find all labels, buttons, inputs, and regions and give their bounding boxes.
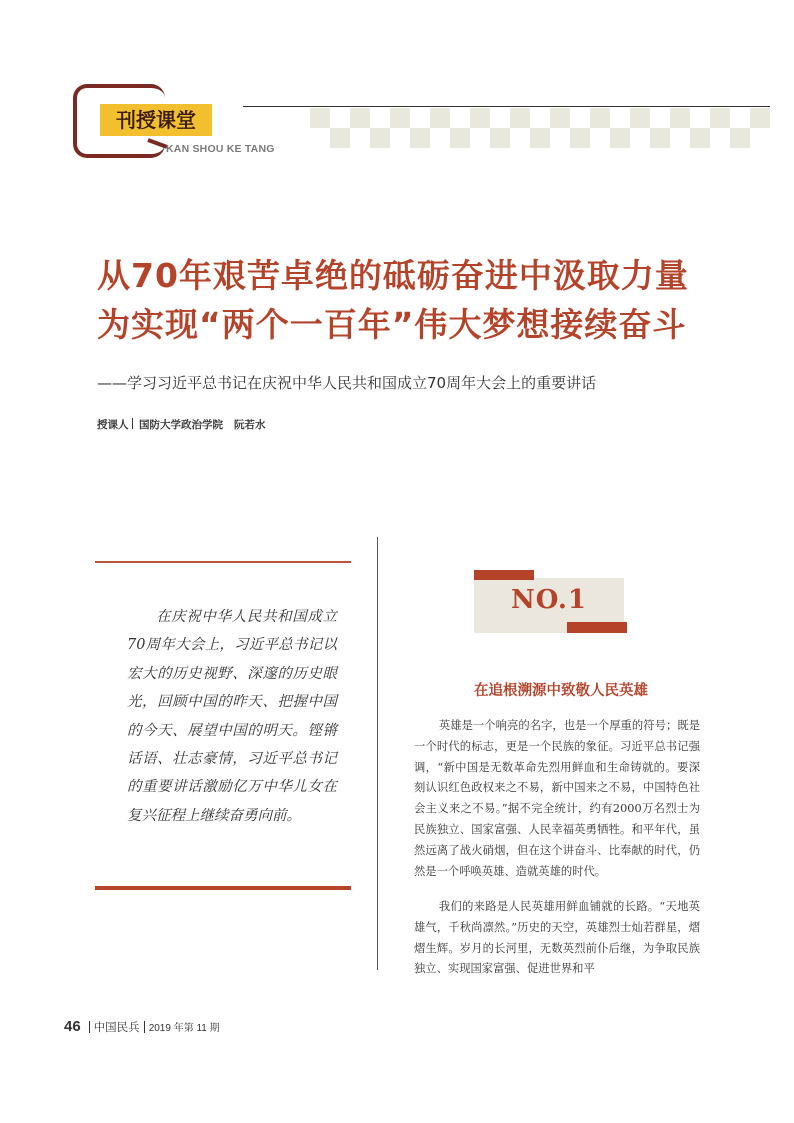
checker-square	[310, 108, 330, 128]
section-number: NO.1	[510, 585, 588, 615]
checker-square	[630, 108, 650, 128]
issue-label: 2019 年第 11 期	[148, 1023, 220, 1034]
article-subtitle: ——学习习近平总书记在庆祝中华人民共和国成立70周年大会上的重要讲话	[97, 374, 597, 392]
article-title-line1: 从70年艰苦卓绝的砥砺奋进中汲取力量	[97, 256, 689, 295]
checker-square	[530, 128, 550, 148]
author-org: 国防大学政治学院	[139, 419, 223, 431]
checker-square	[750, 108, 770, 128]
lead-paragraph: 在庆祝中华人民共和国成立70周年大会上，习近平总书记以宏大的历史视野、深邃的历史眼光，回顾中国的昨天、把握中国的今天、展望中国的明天。铿锵话语、壮志豪情，习近平总书记的重要讲话激励亿万中华儿女在复兴征程上继续奋勇向前。	[127, 609, 337, 824]
checker-square	[410, 128, 430, 148]
author-name: 阮若水	[233, 419, 266, 431]
lead-bottom-rule	[95, 886, 351, 890]
checker-square	[710, 108, 730, 128]
section-number-bar-bottom	[567, 622, 627, 633]
checker-square	[390, 108, 410, 128]
checker-square	[590, 108, 610, 128]
body-paragraph-2: 我们的来路是人民英雄用鲜血铺就的长路。“天地英雄气，千秋尚凛然。”历史的天空，英雄烈士灿若群星，熠熠生辉。岁月的长河里，无数英烈前仆后继，为争取民族独立、实现国家富强、促进世界和平	[414, 900, 700, 976]
checker-square	[370, 128, 390, 148]
article-title-line2: 为实现“两个一百年”伟大梦想接续奋斗	[97, 305, 687, 344]
page-number: 46	[64, 1018, 81, 1035]
body-paragraph-1: 英雄是一个响亮的名字，也是一个厚重的符号；既是一个时代的标志，更是一个民族的象征。习近平总书记强调，“新中国是无数革命先烈用鲜血和生命铸就的。要深刻认识红色政权来之不易，新中国来之不易，中国特色社会主义来之不易。”据不完全统计，约有2000万名烈士为民族独立、国家富强、人民幸福英勇牺牲。和平年代，虽然远离了战火硝烟，但在这个讲奋斗、比奉献的时代，仍然是一个呼唤英雄、造就英雄的时代。	[414, 719, 700, 878]
checker-square	[550, 108, 570, 128]
publication-name: 中国民兵	[93, 1020, 140, 1034]
section-heading: 在追根溯源中致敬人民英雄	[474, 682, 648, 699]
section-title-en: KAN SHOU KE TANG	[166, 143, 275, 155]
checker-square	[350, 108, 370, 128]
checker-square	[570, 128, 590, 148]
checker-square	[650, 128, 670, 148]
checker-square	[450, 128, 470, 148]
checker-square	[490, 128, 510, 148]
checker-square	[610, 128, 630, 148]
checker-square	[670, 108, 690, 128]
author-line	[97, 417, 265, 432]
author-separator	[132, 418, 134, 429]
checker-square	[510, 108, 530, 128]
footer-separator	[144, 1021, 145, 1033]
lead-top-rule	[95, 561, 351, 563]
checker-square	[330, 128, 350, 148]
checker-square	[690, 128, 710, 148]
header-rule	[243, 106, 770, 107]
section-title-cn: 刊授课堂	[116, 108, 196, 132]
page-footer	[64, 1018, 220, 1035]
checker-square	[730, 128, 750, 148]
column-divider	[377, 537, 378, 970]
section-number-bar-top	[474, 570, 534, 580]
author-label: 授课人	[97, 419, 129, 431]
checker-square	[470, 108, 490, 128]
checker-square	[430, 108, 450, 128]
footer-separator	[89, 1021, 90, 1033]
